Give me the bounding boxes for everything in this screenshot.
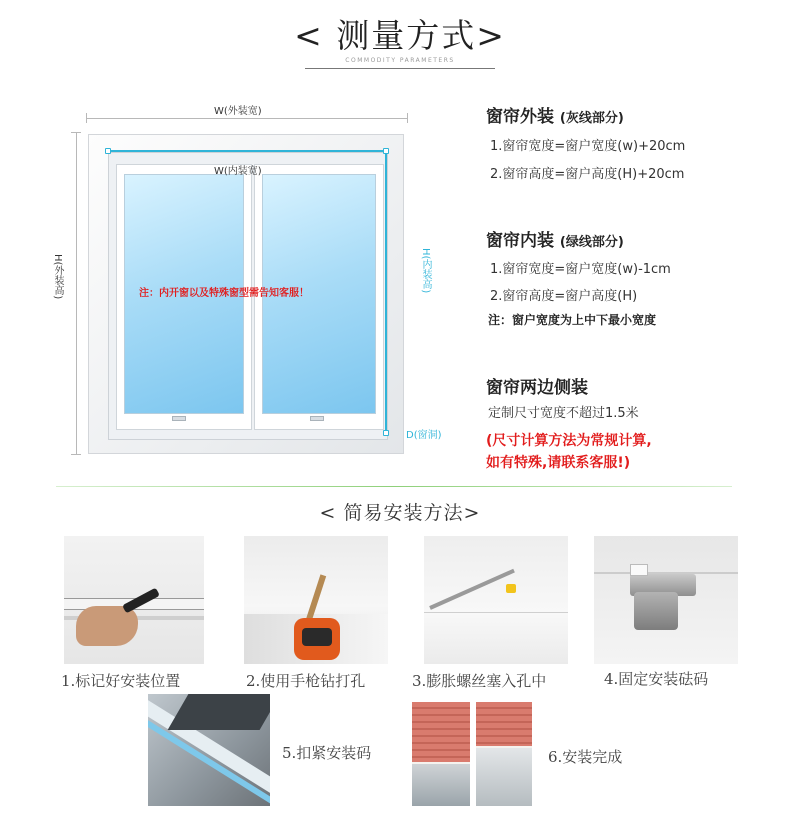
outer-height-label: H(外装高) bbox=[52, 254, 63, 300]
install-title: < 简易安装方法> bbox=[319, 502, 481, 524]
step-2-photo bbox=[244, 536, 388, 664]
outer-mount-line-2: 2.窗帘高度=窗户高度(H)+20cm bbox=[490, 167, 685, 182]
bracket-body bbox=[634, 592, 678, 630]
inner-mount-note: 注：窗户宽度为上中下最小宽度 bbox=[488, 313, 657, 327]
measure-title: < 测量方式> bbox=[294, 16, 506, 55]
rail-dark bbox=[168, 694, 270, 730]
outer-mount-line-1: 1.窗帘宽度=窗户宽度(w)+20cm bbox=[490, 139, 686, 154]
inner-width-label: W(内装宽) bbox=[214, 166, 262, 177]
outer-height-tick-top bbox=[71, 132, 81, 133]
inner-height-line bbox=[385, 150, 387, 434]
inner-mount-line-2: 2.窗帘高度=窗户高度(H) bbox=[490, 289, 638, 304]
step-4-caption: 4.固定安装砝码 bbox=[604, 670, 709, 688]
side-mount-warning-2: 如有特殊,请联系客服!) bbox=[486, 455, 631, 471]
outer-width-label: W(外装宽) bbox=[214, 106, 262, 117]
outer-mount-heading bbox=[486, 102, 624, 127]
window-diagram bbox=[0, 0, 470, 480]
inner-height-label: H(内装高) bbox=[420, 248, 431, 294]
inner-mount-title: 窗帘内装 bbox=[486, 231, 554, 251]
view-outside-right bbox=[476, 748, 532, 806]
left-sash-handle bbox=[172, 416, 186, 421]
blind-left bbox=[412, 702, 470, 762]
special-window-note: 注：内开窗以及特殊窗型需告知客服！ bbox=[139, 288, 309, 299]
inner-mount-heading bbox=[486, 226, 624, 251]
inner-corner-bottom-right bbox=[383, 430, 389, 436]
opening-depth-label: D(窗洞) bbox=[406, 430, 442, 441]
inner-mount-line-1: 1.窗帘宽度=窗户宽度(w)-1cm bbox=[490, 262, 671, 277]
outer-width-tick-left bbox=[86, 113, 87, 123]
step-1-photo bbox=[64, 536, 204, 664]
step-3-caption: 3.膨胀螺丝塞入孔中 bbox=[412, 672, 547, 690]
blind-right bbox=[476, 702, 532, 746]
inner-corner-top-left bbox=[105, 148, 111, 154]
inner-width-line bbox=[109, 150, 387, 152]
right-sash-handle bbox=[310, 416, 324, 421]
step-2-caption: 2.使用手枪钻打孔 bbox=[246, 672, 366, 690]
measure-subtitle: COMMODITY PARAMETERS bbox=[345, 57, 455, 64]
side-mount-line: 定制尺寸宽度不超过1.5米 bbox=[488, 406, 639, 421]
side-mount-title: 窗帘两边侧装 bbox=[486, 378, 588, 398]
inner-corner-top-right bbox=[383, 148, 389, 154]
step-5-photo bbox=[148, 694, 270, 806]
bracket-clip bbox=[630, 564, 648, 576]
inner-mount-subtitle: (绿线部分) bbox=[559, 235, 624, 250]
side-mount-warning-1: (尺寸计算方法为常规计算, bbox=[486, 433, 652, 449]
step-4-photo bbox=[594, 536, 738, 664]
step-5-caption: 5.扣紧安装码 bbox=[282, 744, 372, 762]
outer-height-tick-bottom bbox=[71, 454, 81, 455]
outer-mount-title: 窗帘外装 bbox=[486, 107, 554, 127]
screwdriver-shaft bbox=[429, 569, 515, 610]
outer-width-tick-right bbox=[407, 113, 408, 123]
step-6-caption: 6.安装完成 bbox=[548, 748, 623, 766]
drill-chuck bbox=[302, 628, 332, 646]
step-6-photo bbox=[412, 702, 532, 806]
outer-width-line bbox=[86, 118, 408, 119]
wall-corner-line bbox=[424, 612, 568, 613]
outer-mount-subtitle: (灰线部分) bbox=[559, 111, 624, 126]
anchor-plug bbox=[506, 584, 516, 593]
step-3-photo bbox=[424, 536, 568, 664]
section-divider bbox=[56, 486, 732, 487]
step-1-caption: 1.标记好安装位置 bbox=[61, 672, 181, 690]
outer-height-line bbox=[76, 132, 77, 455]
view-outside bbox=[412, 764, 470, 806]
